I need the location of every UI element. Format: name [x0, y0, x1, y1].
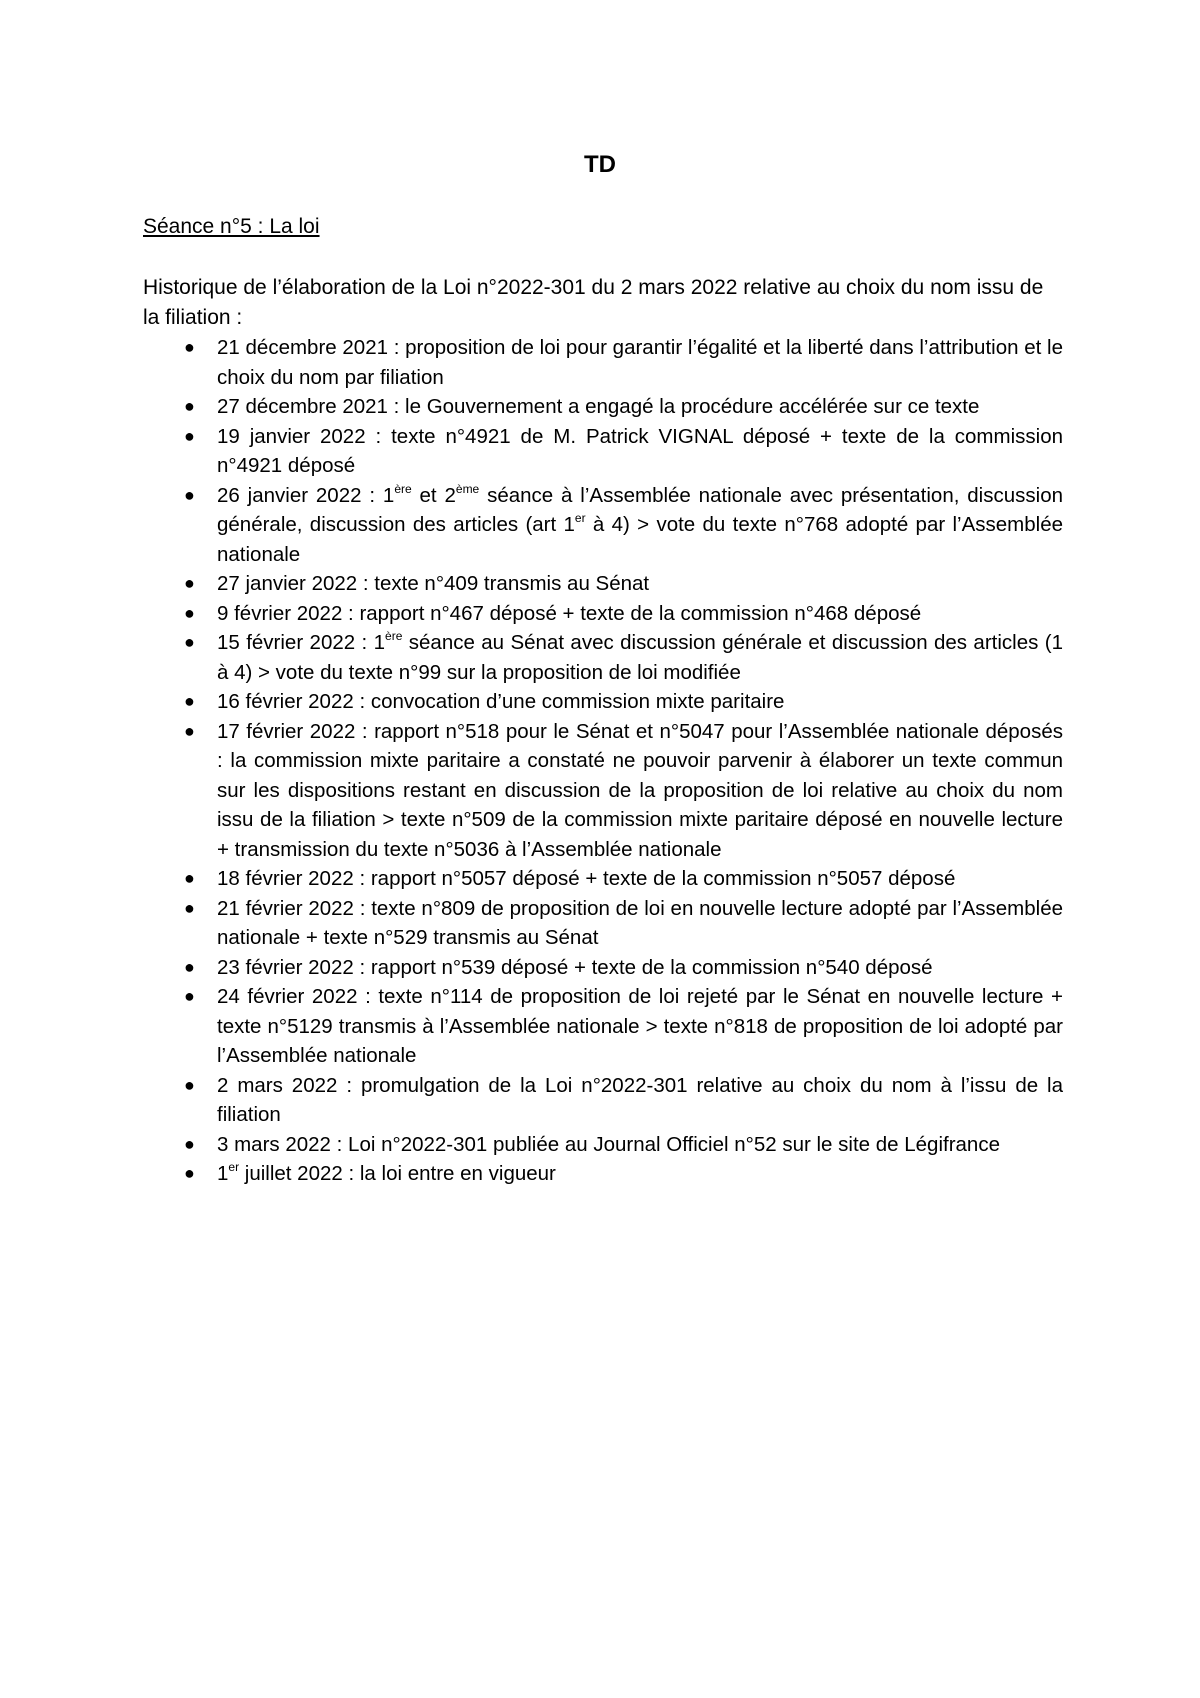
bullet-icon: ●: [184, 602, 195, 623]
timeline-item-text: 9 février 2022 : rapport n°467 déposé + texte de la commission n°468 déposé: [217, 601, 922, 625]
timeline-item: [143, 481, 1063, 570]
timeline-item: [143, 1071, 1063, 1130]
timeline-item: [143, 333, 1063, 392]
bullet-icon: ●: [184, 337, 195, 357]
timeline-item: [143, 717, 1063, 865]
bullet-icon: ●: [184, 1133, 195, 1154]
bullet-icon: ●: [184, 573, 195, 593]
timeline-item: [143, 1159, 1063, 1189]
timeline-item: [143, 894, 1063, 953]
timeline-list: [143, 333, 1063, 1189]
timeline-item-text: 23 février 2022 : rapport n°539 déposé + texte de la commission n°540 déposé: [217, 955, 933, 979]
timeline-item: [143, 982, 1063, 1071]
bullet-icon: ●: [184, 1163, 195, 1183]
timeline-item-text: 26 janvier 2022 : 1ère et 2ème séance à l’Assemblée nationale avec présentation, discussion générale, discussion des articles (art 1er à 4) > vote du texte n°768 adopté par l’Assemblée nationale: [217, 481, 1064, 566]
timeline-item-text: 19 janvier 2022 : texte n°4921 de M. Patrick VIGNAL déposé + texte de la commission n°4921 déposé: [217, 424, 1063, 477]
timeline-item: [143, 1130, 1063, 1160]
bullet-icon: ●: [184, 484, 195, 505]
timeline-item-text: 1er juillet 2022 : la loi entre en vigueur: [217, 1160, 556, 1185]
ordinal-superscript: ème: [455, 481, 480, 496]
ordinal-superscript: ère: [385, 629, 403, 643]
timeline-item-text: 27 décembre 2021 : le Gouvernement a engagé la procédure accélérée sur ce texte: [217, 395, 980, 418]
timeline-item-text: 15 février 2022 : 1ère séance au Sénat avec discussion générale et discussion des articles (1 à 4) > vote du texte n°99 sur la proposition de loi modifiée: [217, 629, 1063, 684]
timeline-item-text: 24 février 2022 : texte n°114 de proposition de loi rejeté par le Sénat en nouvelle lecture + texte n°5129 transmis à l’Assemblée nationale > texte n°818 de proposition de loi adopté par l’Assemblée nationale: [217, 985, 1063, 1067]
bullet-icon: ●: [184, 425, 195, 446]
bullet-icon: ●: [184, 956, 195, 977]
timeline-item-text: 21 février 2022 : texte n°809 de proposition de loi en nouvelle lecture adopté par l’Assemblée nationale + texte n°529 transmis au Sénat: [217, 896, 1063, 949]
bullet-icon: ●: [184, 868, 195, 888]
bullet-icon: ●: [184, 897, 195, 918]
timeline-item-text: 2 mars 2022 : promulgation de la Loi n°2022-301 relative au choix du nom à l’issu de la filiation: [217, 1073, 1063, 1126]
timeline-item: [143, 628, 1063, 687]
timeline-item-text: 3 mars 2022 : Loi n°2022-301 publiée au Journal Officiel n°52 sur le site de Légifrance: [217, 1132, 1000, 1156]
document-title: TD: [584, 151, 616, 178]
timeline-item-text: 21 décembre 2021 : proposition de loi pour garantir l’égalité et la liberté dans l’attribution et le choix du nom par filiation: [217, 336, 1063, 389]
timeline-item-text: 17 février 2022 : rapport n°518 pour le Sénat et n°5047 pour l’Assemblée nationale déposés : la commission mixte paritaire a constaté ne pouvoir parvenir à élaborer un texte commun sur les dispositions restant en discussion de la proposition de loi relative au choix du nom issu de la filiation > texte n°509 de la commission mixte paritaire déposé en nouvelle lecture + transmission du texte n°5036 à l’Assemblée nationale: [217, 719, 1063, 861]
timeline-item-text: 27 janvier 2022 : texte n°409 transmis au Sénat: [217, 572, 650, 595]
timeline-item-text: 16 février 2022 : convocation d’une commission mixte paritaire: [217, 690, 785, 713]
bullet-icon: ●: [184, 986, 195, 1006]
timeline-item-text: 18 février 2022 : rapport n°5057 déposé + texte de la commission n°5057 déposé: [217, 867, 956, 890]
bullet-icon: ●: [184, 1074, 195, 1095]
intro-paragraph: Historique de l’élaboration de la Loi n°2022-301 du 2 mars 2022 relative au choix du nom issu de la filiation :: [143, 276, 1044, 329]
timeline-item: [143, 953, 1063, 983]
ordinal-superscript: er: [574, 511, 586, 525]
bullet-icon: ●: [184, 691, 195, 711]
timeline-item: [143, 422, 1063, 481]
timeline-item: [143, 687, 1063, 717]
session-heading: Séance n°5 : La loi: [143, 215, 320, 238]
bullet-icon: ●: [184, 632, 195, 652]
ordinal-superscript: er: [228, 1160, 240, 1174]
timeline-item: [143, 599, 1063, 629]
bullet-icon: ●: [184, 720, 195, 741]
timeline-item: [143, 569, 1063, 599]
ordinal-superscript: ère: [394, 481, 412, 496]
timeline-item: [143, 392, 1063, 422]
bullet-icon: ●: [184, 396, 195, 416]
timeline-item: [143, 864, 1063, 894]
